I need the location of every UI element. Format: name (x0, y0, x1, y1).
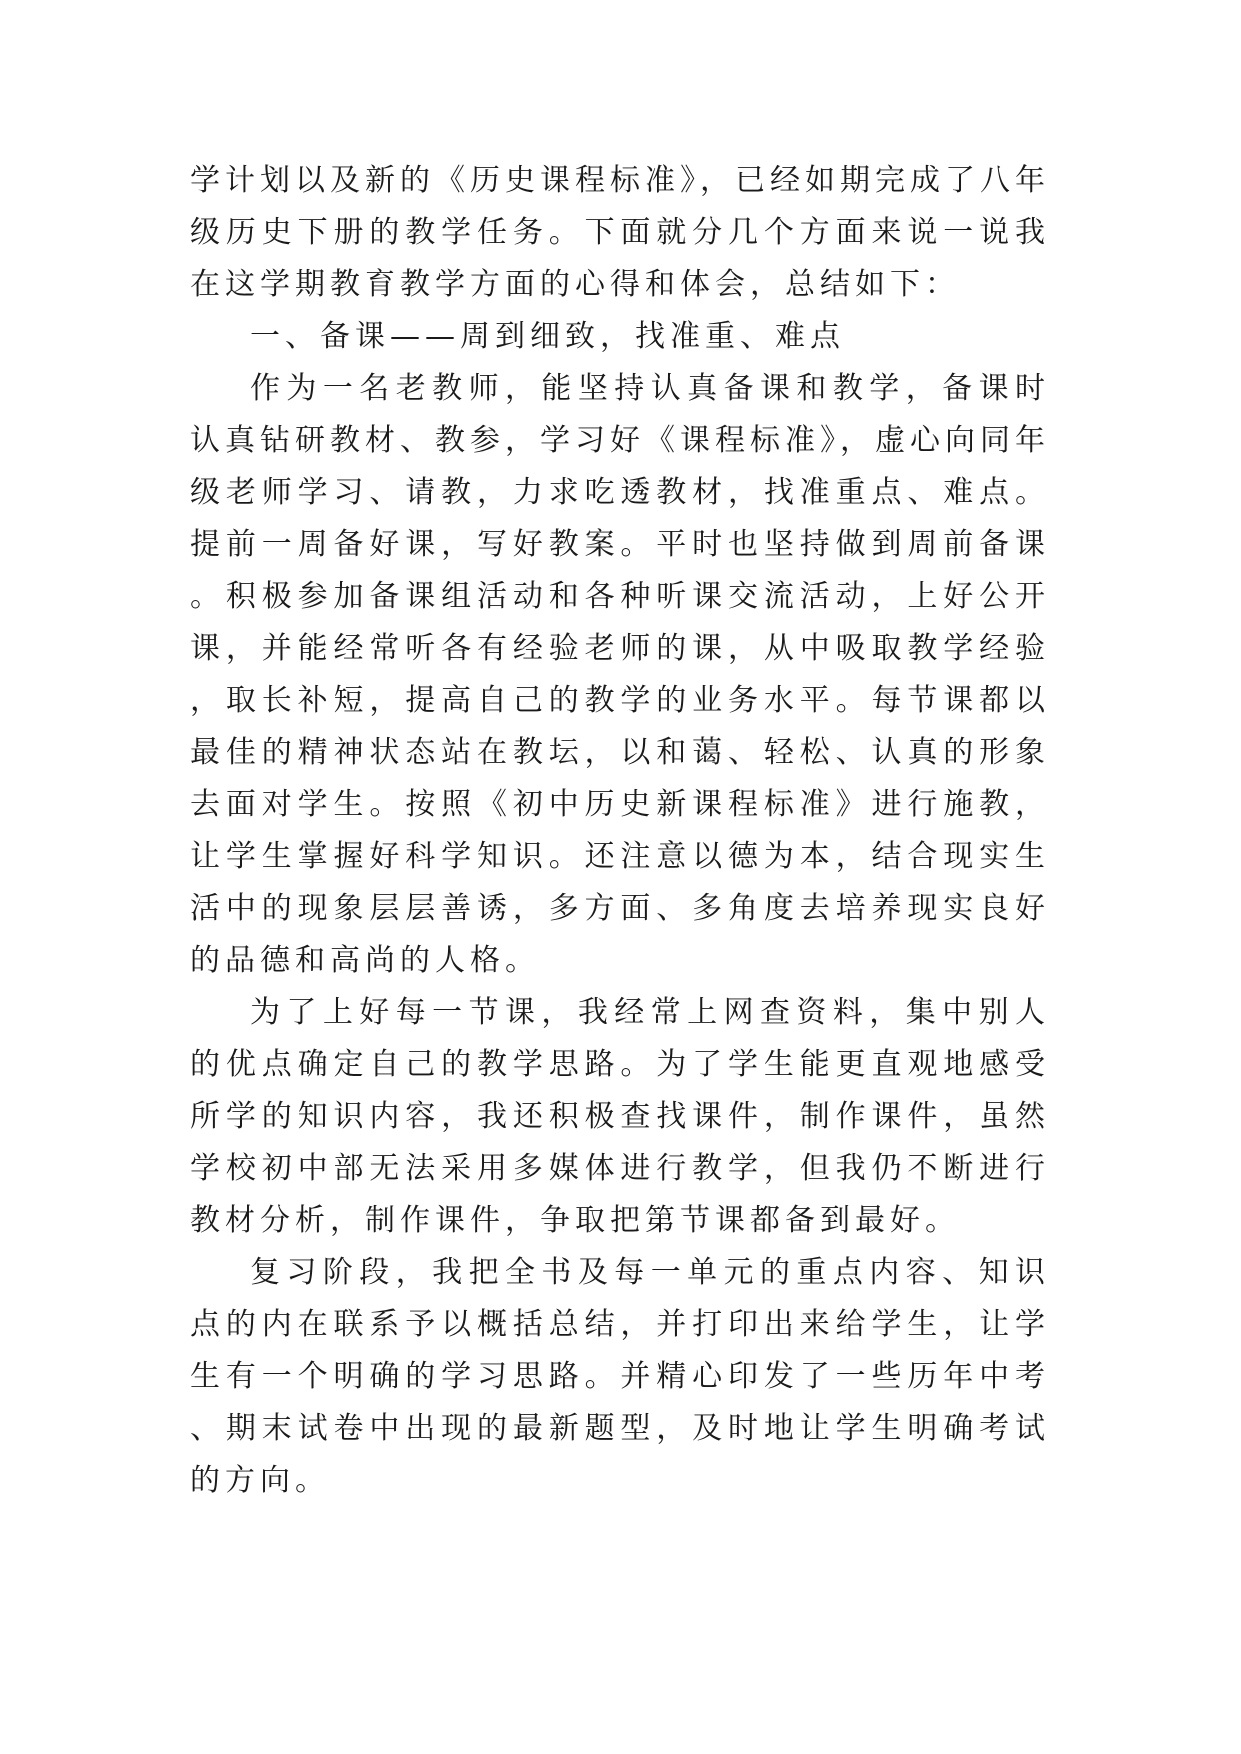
section-heading-lesson-prep: 一、备课——周到细致，找准重、难点 (250, 319, 845, 354)
document-body (190, 155, 1050, 1507)
paragraph-intro: 学计划以及新的《历史课程标准》，已经如期完成了八年级历史下册的教学任务。下面就分几个方面来说一说我在这学期教育教学方面的心得和体会，总结如下： (190, 163, 1050, 302)
paragraph-lesson-prep: 作为一名老教师，能坚持认真备课和教学，备课时认真钻研教材、教参，学习好《课程标准》，虚心向同年级老师学习、请教，力求吃透教材，找准重点、难点。提前一周备好课，写好教案。平时也坚持做到周前备课。积极参加备课组活动和各种听课交流活动，上好公开课，并能经常听各有经验老师的课，从中吸取教学经验，取长补短，提高自己的教学的业务水平。每节课都以最佳的精神状态站在教坛，以和蔼、轻松、认真的形象去面对学生。按照《初中历史新课程标准》进行施教，让学生掌握好科学知识。还注意以德为本，结合现实生活中的现象层层善诱，多方面、多角度去培养现实良好的品德和高尚的人格。 (190, 371, 1050, 978)
paragraph-courseware: 为了上好每一节课，我经常上网查资料，集中别人的优点确定自己的教学思路。为了学生能更直观地感受所学的知识内容，我还积极查找课件，制作课件，虽然学校初中部无法采用多媒体进行教学，但我仍不断进行教材分析，制作课件，争取把第节课都备到最好。 (190, 995, 1050, 1238)
paragraph-review: 复习阶段，我把全书及每一单元的重点内容、知识点的内在联系予以概括总结，并打印出来给学生，让学生有一个明确的学习思路。并精心印发了一些历年中考、期末试卷中出现的最新题型，及时地让学生明确考试的方向。 (190, 1255, 1050, 1498)
